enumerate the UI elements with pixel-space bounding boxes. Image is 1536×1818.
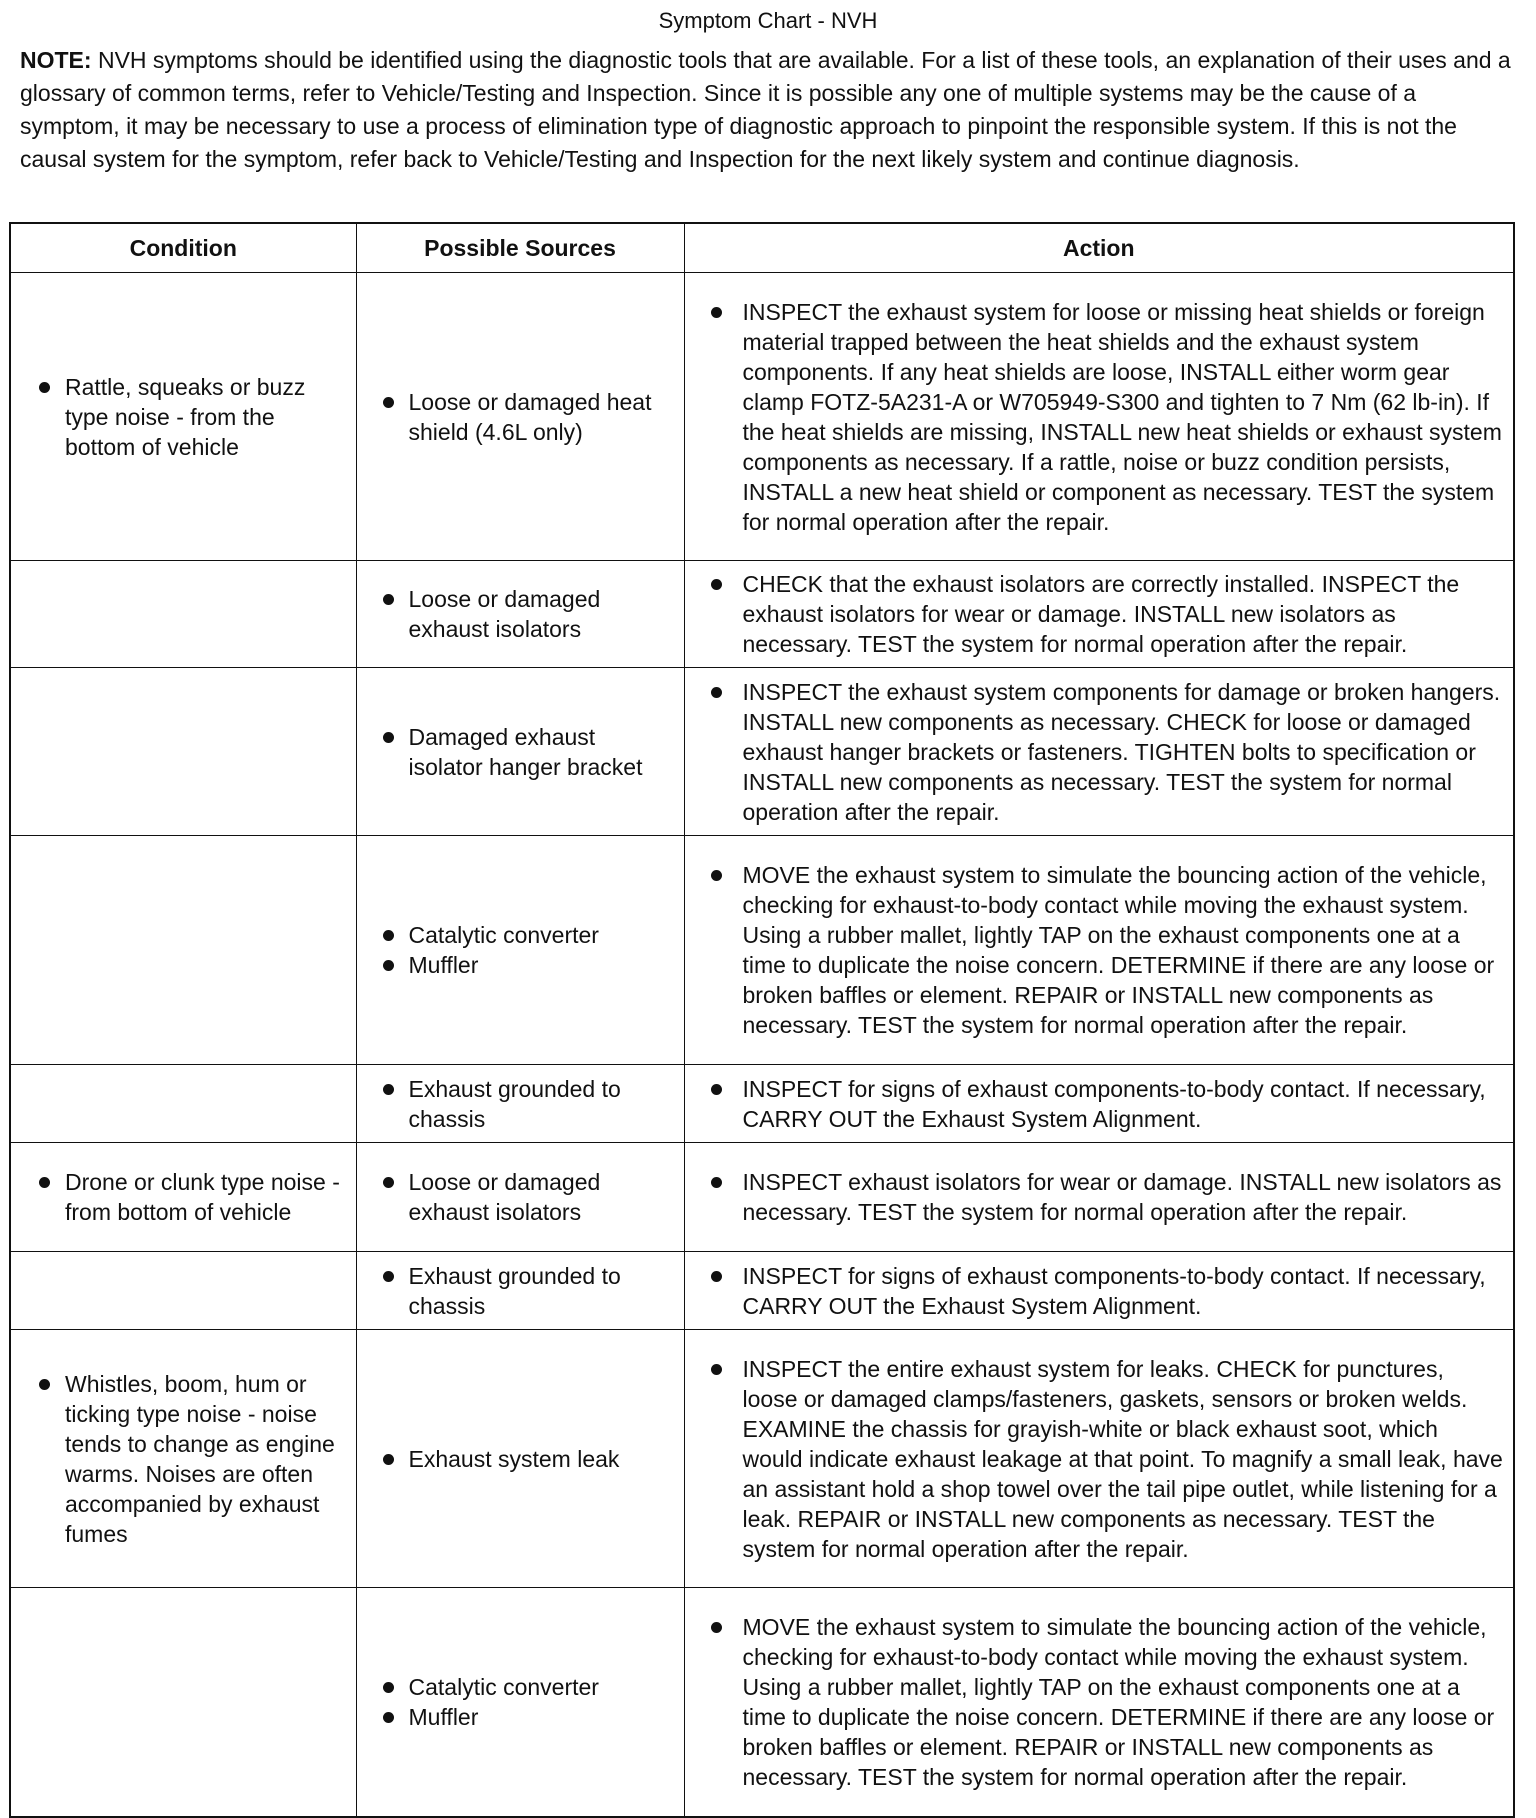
bullet-list: [707, 1261, 1504, 1321]
source-item: Exhaust grounded to chassis: [379, 1261, 676, 1321]
bullet-list: [707, 1612, 1504, 1792]
sources-cell: [356, 1330, 684, 1588]
condition-cell: [10, 561, 356, 668]
bullet-list: [379, 1167, 676, 1227]
source-item: Loose or damaged heat shield (4.6L only): [379, 387, 676, 447]
condition-cell: [10, 1252, 356, 1330]
table-row: [10, 1065, 1514, 1143]
table-row: [10, 836, 1514, 1065]
header-condition: Condition: [10, 223, 356, 273]
action-cell: [684, 836, 1514, 1065]
sources-cell: [356, 836, 684, 1065]
condition-item: Whistles, boom, hum or ticking type noise - noise tends to change as engine warms. Noises are often accompanied by exhaust fumes: [35, 1369, 348, 1549]
action-item: INSPECT exhaust isolators for wear or damage. INSTALL new isolators as necessary. TEST the system for normal operation after the repair.: [707, 1167, 1504, 1227]
source-item: Muffler: [379, 1702, 676, 1732]
page-title: Symptom Chart - NVH: [658, 8, 878, 33]
source-item: Catalytic converter: [379, 1672, 676, 1702]
bullet-list: [379, 1261, 676, 1321]
condition-cell: [10, 836, 356, 1065]
source-item: Damaged exhaust isolator hanger bracket: [379, 722, 676, 782]
sources-cell: [356, 1588, 684, 1817]
condition-cell: [10, 273, 356, 561]
bullet-list: [707, 569, 1504, 659]
action-item: INSPECT for signs of exhaust components-to-body contact. If necessary, CARRY OUT the Exhaust System Alignment.: [707, 1074, 1504, 1134]
condition-cell: [10, 1588, 356, 1817]
sources-cell: [356, 273, 684, 561]
bullet-list: [707, 297, 1504, 537]
source-item: Exhaust system leak: [379, 1444, 676, 1474]
header-possible-sources: Possible Sources: [356, 223, 684, 273]
condition-cell: [10, 1330, 356, 1588]
bullet-list: [379, 1672, 676, 1732]
condition-cell: [10, 668, 356, 836]
action-cell: [684, 1065, 1514, 1143]
action-cell: [684, 1143, 1514, 1252]
sources-cell: [356, 668, 684, 836]
table-row: [10, 668, 1514, 836]
action-item: MOVE the exhaust system to simulate the bouncing action of the vehicle, checking for exhaust-to-body contact while moving the exhaust system. Using a rubber mallet, lightly TAP on the exhaust components one at a time to duplicate the noise concern. DETERMINE if there are any loose or broken baffles or element. REPAIR or INSTALL new components as necessary. TEST the system for normal operation after the repair.: [707, 860, 1504, 1040]
sources-cell: [356, 561, 684, 668]
sources-cell: [356, 1252, 684, 1330]
note-text: NVH symptoms should be identified using the diagnostic tools that are available. For a list of these tools, an explanation of their uses and a glossary of common terms, refer to Vehicle/Testing and Inspection. Since it is possible any one of multiple systems may be the cause of a symptom, it may be necessary to use a process of elimination type of diagnostic approach to pinpoint the responsible system. If this is not the causal system for the symptom, refer back to Vehicle/Testing and Inspection for the next likely system and continue diagnosis.: [20, 47, 1511, 172]
action-cell: [684, 1252, 1514, 1330]
table-row: [10, 1330, 1514, 1588]
bullet-list: [379, 1444, 676, 1474]
bullet-list: [707, 1354, 1504, 1564]
sources-cell: [356, 1065, 684, 1143]
bullet-list: [35, 372, 348, 462]
header-action: Action: [684, 223, 1514, 273]
action-item: INSPECT the exhaust system components for damage or broken hangers. INSTALL new components as necessary. CHECK for loose or damaged exhaust hanger brackets or fasteners. TIGHTEN bolts to specification or INSTALL new components as necessary. TEST the system for normal operation after the repair.: [707, 677, 1504, 827]
source-item: Loose or damaged exhaust isolators: [379, 584, 676, 644]
source-item: Loose or damaged exhaust isolators: [379, 1167, 676, 1227]
action-cell: [684, 273, 1514, 561]
source-item: Muffler: [379, 950, 676, 980]
bullet-list: [35, 1369, 348, 1549]
table-row: [10, 1252, 1514, 1330]
condition-item: Drone or clunk type noise - from bottom of vehicle: [35, 1167, 348, 1227]
bullet-list: [379, 1074, 676, 1134]
action-cell: [684, 561, 1514, 668]
condition-cell: [10, 1065, 356, 1143]
action-cell: [684, 1588, 1514, 1817]
action-item: MOVE the exhaust system to simulate the bouncing action of the vehicle, checking for exhaust-to-body contact while moving the exhaust system. Using a rubber mallet, lightly TAP on the exhaust components one at a time to duplicate the noise concern. DETERMINE if there are any loose or broken baffles or element. REPAIR or INSTALL new components as necessary. TEST the system for normal operation after the repair.: [707, 1612, 1504, 1792]
bullet-list: [707, 860, 1504, 1040]
bullet-list: [379, 722, 676, 782]
bullet-list: [707, 677, 1504, 827]
source-item: Exhaust grounded to chassis: [379, 1074, 676, 1134]
action-item: INSPECT the exhaust system for loose or missing heat shields or foreign material trapped between the heat shields and the exhaust system components. If any heat shields are loose, INSTALL either worm gear clamp FOTZ-5A231-A or W705949-S300 and tighten to 7 Nm (62 lb-in). If the heat shields are missing, INSTALL new heat shields or exhaust system components as necessary. If a rattle, noise or buzz condition persists, INSTALL a new heat shield or component as necessary. TEST the system for normal operation after the repair.: [707, 297, 1504, 537]
condition-item: Rattle, squeaks or buzz type noise - from the bottom of vehicle: [35, 372, 348, 462]
bullet-list: [707, 1074, 1504, 1134]
table-header-row: [10, 223, 1514, 273]
action-item: CHECK that the exhaust isolators are correctly installed. INSPECT the exhaust isolators for wear or damage. INSTALL new isolators as necessary. TEST the system for normal operation after the repair.: [707, 569, 1504, 659]
condition-cell: [10, 1143, 356, 1252]
action-cell: [684, 668, 1514, 836]
table-row: [10, 1588, 1514, 1817]
sources-cell: [356, 1143, 684, 1252]
bullet-list: [379, 920, 676, 980]
note-label: NOTE:: [20, 47, 92, 73]
action-cell: [684, 1330, 1514, 1588]
bullet-list: [35, 1167, 348, 1227]
action-item: INSPECT the entire exhaust system for leaks. CHECK for punctures, loose or damaged clamps/fasteners, gaskets, sensors or broken welds. EXAMINE the chassis for grayish-white or black exhaust soot, which would indicate exhaust leakage at that point. To magnify a small leak, have an assistant hold a shop towel over the tail pipe outlet, while listening for a leak. REPAIR or INSTALL new components as necessary. TEST the system for normal operation after the repair.: [707, 1354, 1504, 1564]
bullet-list: [379, 387, 676, 447]
source-item: Catalytic converter: [379, 920, 676, 950]
table-row: [10, 561, 1514, 668]
table-row: [10, 273, 1514, 561]
note-paragraph: [20, 44, 1516, 176]
table-row: [10, 1143, 1514, 1252]
symptom-table: [9, 222, 1515, 1818]
action-item: INSPECT for signs of exhaust components-to-body contact. If necessary, CARRY OUT the Exhaust System Alignment.: [707, 1261, 1504, 1321]
bullet-list: [379, 584, 676, 644]
bullet-list: [707, 1167, 1504, 1227]
